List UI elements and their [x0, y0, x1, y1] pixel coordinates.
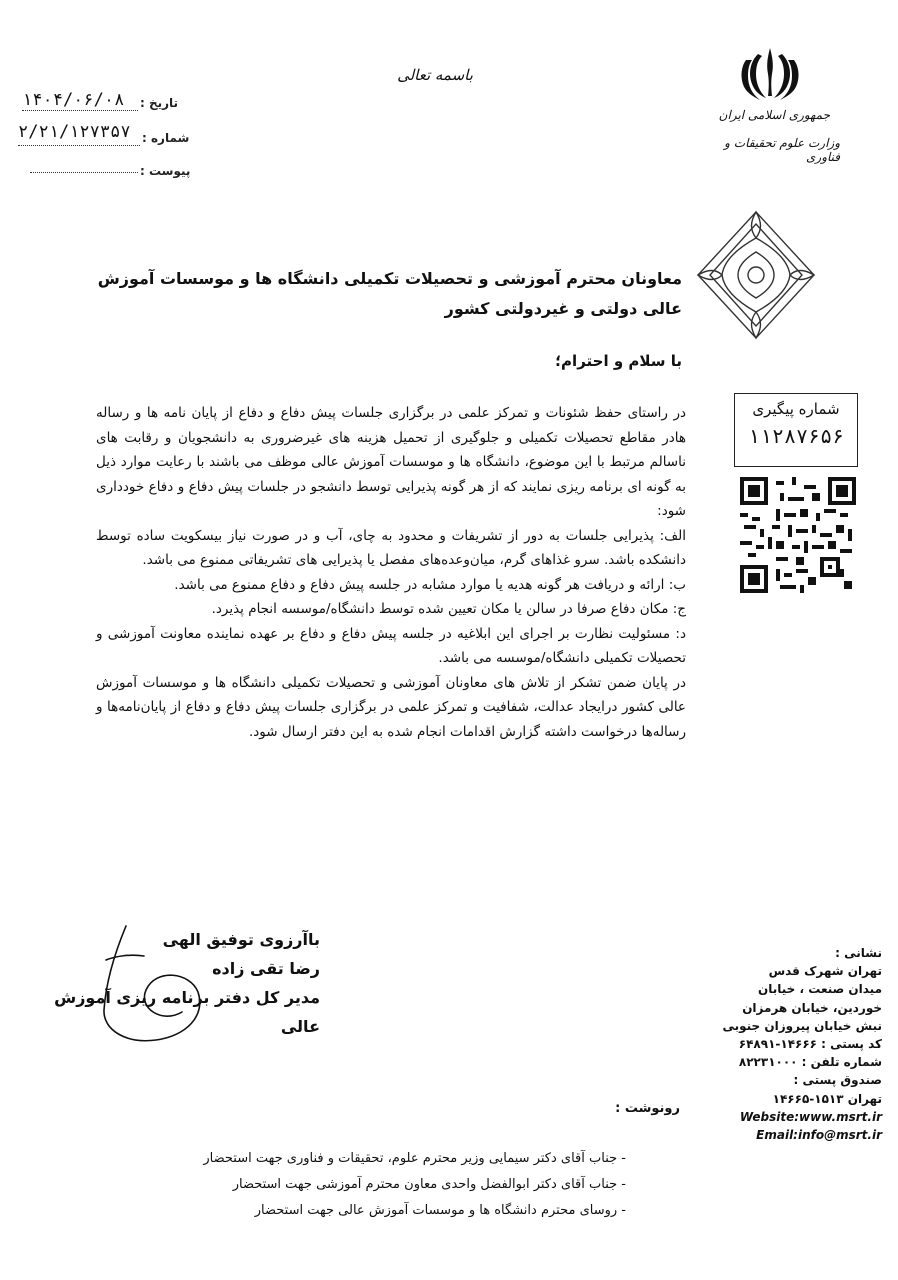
ministry-country: جمهوری اسلامی ایران — [718, 108, 830, 122]
tracking-label: شماره پیگیری — [752, 400, 840, 418]
date-value: ۱۴۰۴/۰۶/۰۸ — [22, 90, 125, 110]
ministry-name: وزارت علوم تحقیقات و فناوری — [724, 136, 840, 164]
attachment-label: پیوست : — [140, 164, 191, 178]
signature-closing: باآرزوی توفیق الهی — [162, 930, 320, 949]
paragraph-intro: در راستای حفظ شئونات و تمرکز علمی در برگزاری جلسات پیش دفاع و دفاع از پایان نامه ها و رساله هادر مقاطع تحصیلات تکمیلی و جلوگیری از تحمیل هزینه های غیرضروری به دانشجویان و رقابت های ناسالم مرتبط با این موضوع، دانشگاه ها و موسسات آموزش عالی موظف می باشند با رعایت موارد ذیل به گونه ای برنامه ریزی نمایند که از هر گونه پذیرایی توسط دانشجو در جلسات پیش دفاع و دفاع خودداری شود: — [96, 405, 686, 519]
number-label: شماره : — [142, 131, 190, 145]
cc-list — [120, 1146, 626, 1224]
postal-code: کد پستی : ۱۴۶۶۶-۶۴۸۹۱ — [738, 1037, 882, 1052]
po-box: تهران ۱۵۱۳-۱۴۶۶۵ — [772, 1091, 882, 1106]
website-link[interactable]: Website:www.msrt.ir — [739, 1109, 882, 1124]
po-box-label: صندوق پستی : — [793, 1073, 882, 1088]
paragraph-item-be: ب: ارائه و دریافت هر گونه هدیه یا موارد مشابه در جلسه پیش دفاع و دفاع ممنوع می باشد. — [174, 576, 686, 593]
greeting: با سلام و احترام؛ — [555, 352, 682, 370]
address-line: خوردین، خیابان هرمزان — [742, 1000, 882, 1015]
phone-number: شماره تلفن : ۸۲۲۳۱۰۰۰ — [738, 1055, 882, 1070]
address-block — [722, 944, 882, 1144]
email-link[interactable]: Email:info@msrt.ir — [756, 1128, 882, 1143]
number-value: ۲/۲۱/۱۲۷۳۵۷ — [18, 122, 131, 142]
qr-code-icon — [740, 477, 856, 593]
cc-item: - جناب آقای دکتر سیمایی وزیر محترم علوم، تحقیقات و فناوری جهت استحضار — [203, 1151, 626, 1166]
letter-body — [96, 401, 686, 744]
paragraph-closing: در پایان ضمن تشکر از تلاش های معاونان آموزشی و تحصیلات تکمیلی دانشگاه ها و موسسات آموزش عالی کشور درایجاد عدالت، شفافیت و تمرکز علمی در برگزاری جلسات پیش دفاع و دفاع از پایان‌نامه‌ها و رساله‌ها درخواست داشته گزارش اقدامات انجام شده به این دفتر ارسال شود. — [96, 674, 686, 740]
bismillah-heading: باسمه تعالی — [397, 66, 473, 84]
paragraph-item-alef: الف: پذیرایی جلسات به دور از تشریفات و محدود به چای، آب و در صورت نیاز بیسکویت ساده توسط دانشکده باشد. سرو غذاهای گرم، میان‌وعده‌های مفصل یا پذیرایی های تشریفاتی ممنوع می باشد. — [96, 527, 686, 568]
signatory-position: مدیر کل دفتر برنامه ریزی آموزش عالی — [54, 988, 320, 1036]
signature-block — [40, 925, 320, 1041]
ornament-icon — [694, 208, 818, 342]
cc-item: - جناب آقای دکتر ابوالفضل واحدی معاون محترم آموزشی جهت استحضار — [232, 1177, 626, 1192]
address-line: میدان صنعت ، خیابان — [758, 982, 882, 997]
date-label: تاریخ : — [140, 96, 179, 110]
tracking-box — [734, 393, 858, 467]
cc-item: - روسای محترم دانشگاه ها و موسسات آموزش عالی جهت استحضار — [254, 1203, 626, 1218]
attachment-underline — [30, 172, 138, 173]
signatory-name: رضا تقی زاده — [212, 959, 320, 978]
address-line: نبش خیابان پیروزان جنوبی — [722, 1018, 882, 1033]
paragraph-item-jim: ج: مکان دفاع صرفا در سالن یا مکان تعیین شده توسط دانشگاه/موسسه انجام پذیرد. — [211, 601, 686, 617]
address-line: تهران شهرک قدس — [768, 964, 882, 979]
number-underline — [18, 145, 140, 146]
iran-emblem-icon — [728, 44, 812, 106]
cc-title: رونوشت : — [615, 1101, 680, 1116]
letter-title: معاونان محترم آموزشی و تحصیلات تکمیلی دانشگاه ها و موسسات آموزش عالی دولتی و غیردولتی کشور — [97, 269, 682, 318]
tracking-number: ۱۱۲۸۷۶۵۶ — [747, 424, 845, 448]
date-underline — [22, 110, 138, 111]
address-label: نشانی : — [835, 946, 882, 960]
paragraph-item-dal: د: مسئولیت نظارت بر اجرای این ابلاغیه در جلسه پیش دفاع و دفاع بر عهده نماینده معاونت آموزشی و تحصیلات تکمیلی دانشگاه/موسسه می باشد. — [96, 625, 686, 666]
